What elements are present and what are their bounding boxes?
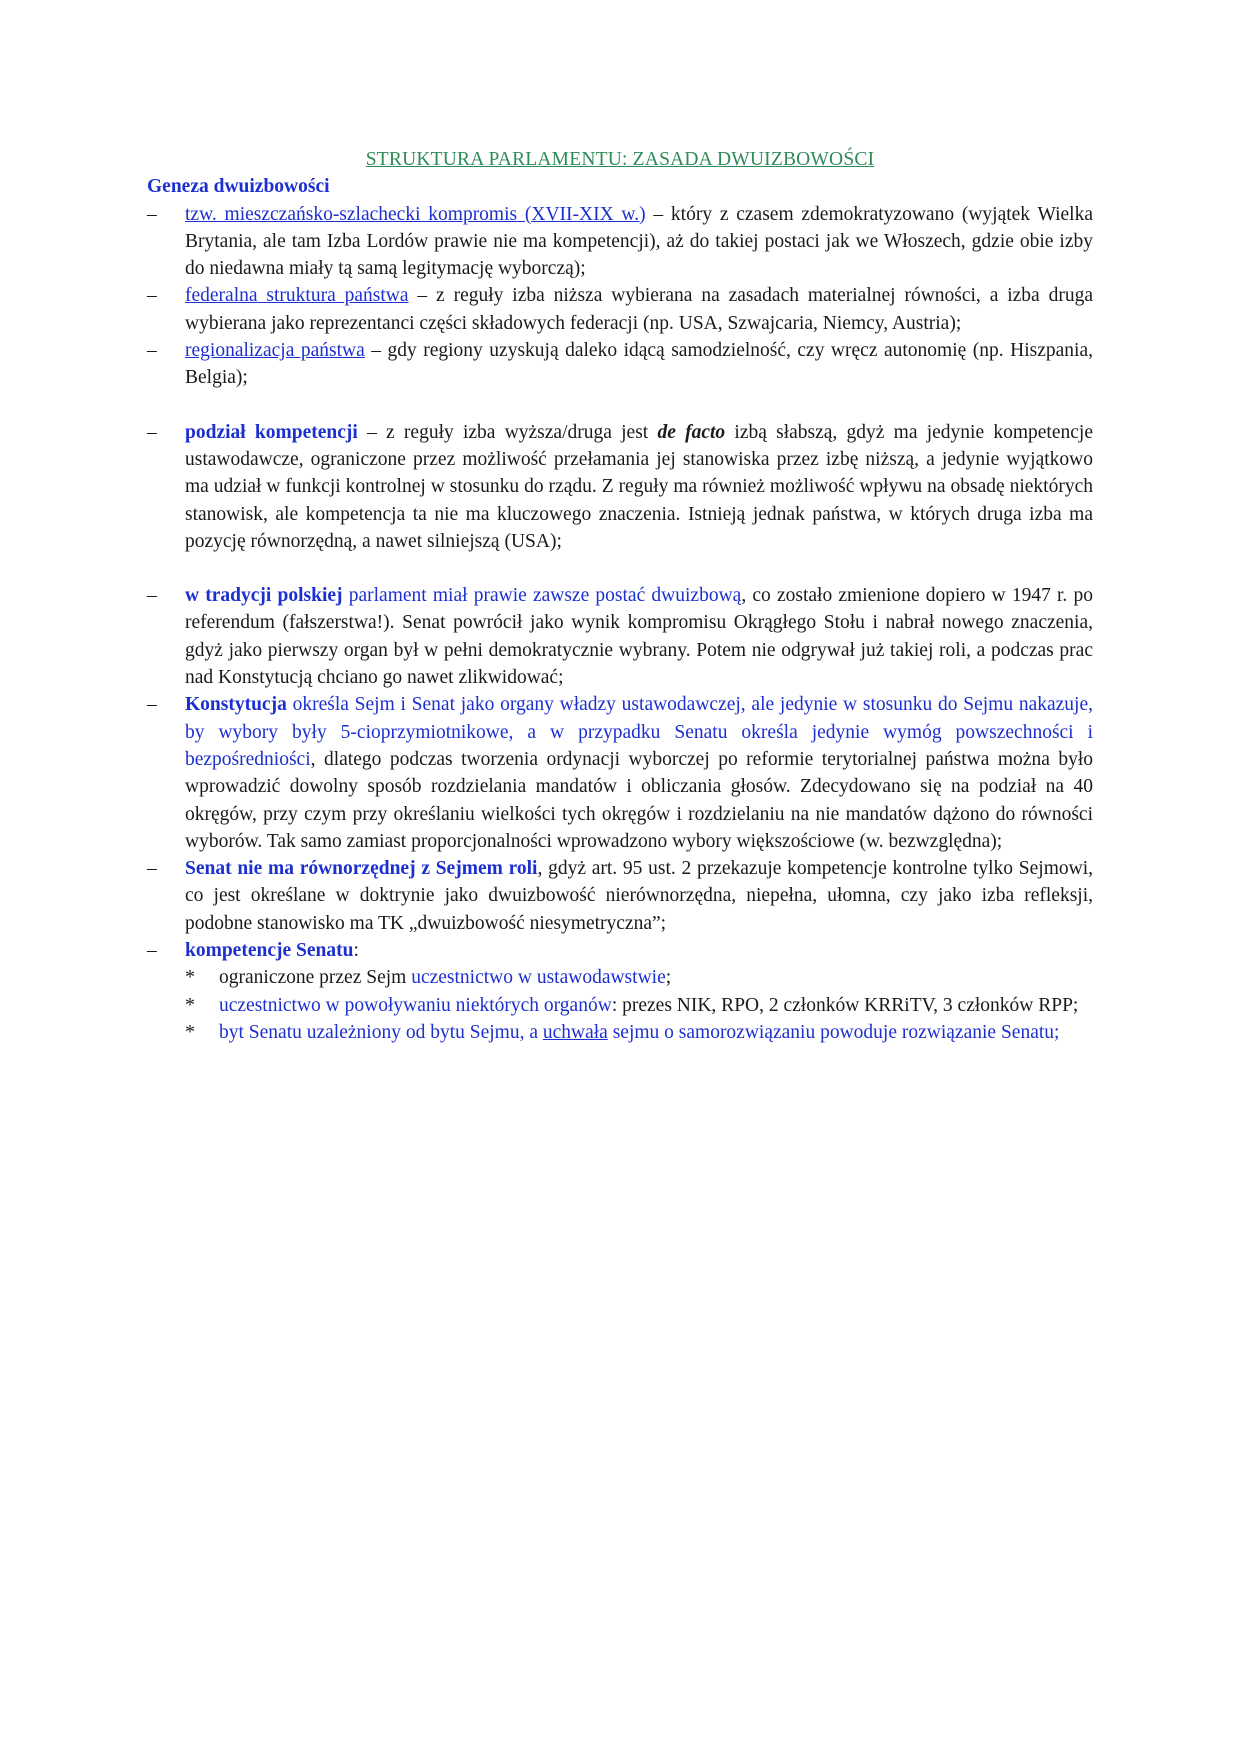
blue-text: parlament miał prawie zawsze postać dwuizbową [342,585,742,607]
item-text: ograniczone przez Sejm [219,967,412,989]
star-bullet: * [185,993,195,1016]
dash-bullet: – [147,285,157,307]
bold-term: Konstytucja [185,694,287,716]
item-text: : [353,940,359,962]
list-item [147,937,1093,964]
list-item [147,419,1093,555]
star-bullet: * [185,966,195,989]
blue-text: sejmu o samorozwiązaniu powoduje rozwiązanie Senatu; [607,1021,1060,1043]
blue-text: określa Sejm i Senat jako organy władzy ustawodawczej, ale jedynie w stosunku do Sejmu nakazuje, by wybory były 5-cioprzymiotnikowe, a w przypadku Senatu określa jedynie wymóg powszechności i bezpośredniości [185,694,1093,770]
sub-list-item [147,964,1093,991]
paragraph-gap [147,392,1093,419]
bold-term: Senat nie ma równorzędnej z Sejmem roli [185,858,538,880]
document-title: STRUKTURA PARLAMENTU: ZASADA DWUIZBOWOŚCI [365,149,875,170]
dash-bullet: – [147,858,157,880]
dash-bullet: – [147,940,157,962]
list-item [147,201,1093,283]
blue-text: byt Senatu uzależniony od bytu Sejmu [219,1021,520,1043]
item-text: izbą słabszą, gdyż ma jedynie kompetencje ustawodawcze, ograniczone przez możliwość przełamania jej stanowiska przez izbę niższą, a jedynie wyjątkowo ma udział w funkcji kontrolnej w stosunku do rządu. Z reguły ma również możliwość wpływu na obsadę niektórych stanowisk, ale kompetencja ta nie ma kluczowego znaczenia. Istnieją jednak państwa, w których druga izba ma pozycję równorzędną, a nawet silniejszą (USA); [185,421,1093,552]
item-text: , a [519,1021,543,1043]
italic-term: de facto [657,421,726,443]
link-text[interactable]: regionalizacja państwa [185,340,365,362]
list-item [147,855,1093,937]
link-text[interactable]: tzw. mieszczańsko-szlachecki kompromis (XVII-XIX w.) [185,203,646,225]
document-body [147,146,1093,1046]
list-item [147,691,1093,855]
link-text[interactable]: uchwała [542,1021,608,1043]
dash-bullet: – [147,203,157,225]
item-text: – z reguły izba wyższa/druga jest [357,421,658,443]
paragraph-gap [147,555,1093,582]
sub-list-item [147,1019,1093,1046]
item-text: : prezes NIK, RPO, 2 członków KRRiTV, 3 członków RPP; [611,994,1079,1016]
item-text: ; [665,967,672,989]
dash-bullet: – [147,585,157,607]
section-heading: Geneza dwuizbowości [147,176,330,198]
list-item [147,282,1093,337]
sub-list-item [147,992,1093,1019]
blue-text: uczestnictwo w powoływaniu niektórych organów [219,994,612,1016]
item-text: , dlatego podczas tworzenia ordynacji wyborczej po reformie terytorialnej państwa można było wprowadzić dowolny sposób rozdzielania mandatów i obliczania głosów. Zdecydowano się na podział na 40 okręgów, przy czym przy określaniu wielkości tych okręgów i rozdzielaniu na nie mandatów dążono do równości wyborów. Tak samo zamiast proporcjonalności wprowadzono wybory większościowe (w. bezwzględna); [185,748,1093,852]
dash-bullet: – [147,340,157,362]
bold-term: podział kompetencji [185,421,358,443]
item-text: , co zostało zmienione dopiero w 1947 r. po referendum (fałszerstwa!). Senat powrócił jako wynik kompromisu Okrągłego Stołu i nabrał nowego znaczenia, gdyż jako pierwszy organ był w pełni demokratycznie wybrany. Potem nie odgrywał już takiej roli, a podczas prac nad Konstytucją chciano go nawet zlikwidować; [185,585,1093,689]
star-bullet: * [185,1020,195,1043]
item-text: – który z czasem zdemokratyzowano (wyjątek Wielka Brytania, ale tam Izba Lordów prawie nie ma kompetencji), aż do takiej postaci jak we Włoszech, gdzie obie izby do niedawna miały tą samą legitymację wyborczą); [185,203,1093,280]
list-item [147,582,1093,691]
blue-text: uczestnictwo w ustawodawstwie [411,967,666,989]
item-text: , gdyż art. 95 ust. 2 przekazuje kompetencje kontrolne tylko Sejmowi, co jest określane w doktrynie jako dwuizbowość nierównorzędna, niepełna, ułomna, czy jako izba refleksji, podobne stanowisko ma TK „dwuizbowość niesymetryczna”; [185,858,1093,934]
bold-term: kompetencje Senatu [185,940,354,962]
link-text[interactable]: federalna struktura państwa [185,285,409,307]
item-text: – z reguły izba niższa wybierana na zasadach materialnej równości, a izba druga wybierana jako reprezentanci części składowych federacji (np. USA, Szwajcaria, Niemcy, Austria); [185,285,1093,334]
list-item [147,337,1093,392]
bold-term: w tradycji polskiej [185,585,343,607]
dash-bullet: – [147,694,157,716]
dash-bullet: – [147,421,157,443]
item-text: – gdy regiony uzyskują daleko idącą samodzielność, czy wręcz autonomię (np. Hiszpania, Belgia); [185,340,1093,389]
